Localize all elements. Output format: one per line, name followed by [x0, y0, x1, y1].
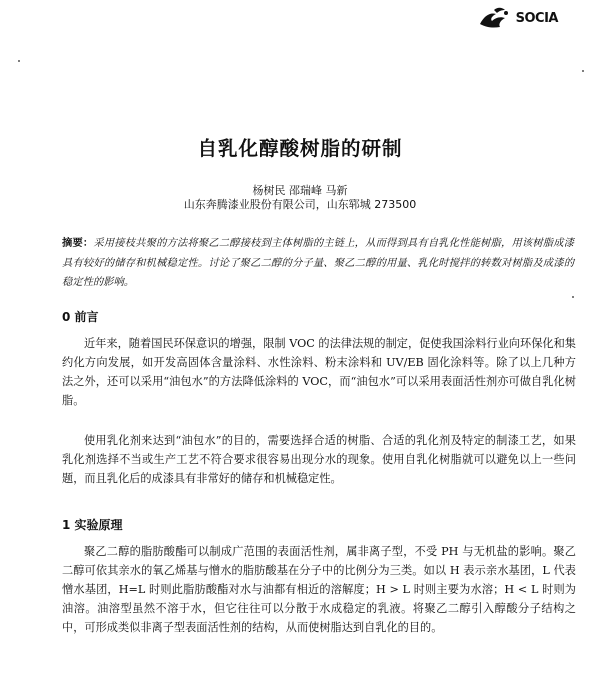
abstract	[62, 234, 574, 293]
scan-speck	[582, 70, 584, 72]
paragraph: 聚乙二醇的脂肪酸酯可以制成广范围的表面活性剂，属非离子型，不受 PH 与无机盐的影响。聚乙二醇可依其亲水的氧乙烯基与憎水的脂肪酸基在分子中的比例分为三类。如以 H 表示亲水基团，L 代表憎水基团，H=L 时则此脂肪酸酯对水与油都有相近的溶解度；H > L 时则主要为水溶；H < L 时则为油溶。油溶型虽然不溶于水，但它往往可以分散于水成稳定的乳液。将聚乙二醇引入醇酸分子结构之中，可形成类似非离子型表面活性剂的结构，从而使树脂达到自乳化的目的。	[62, 545, 576, 634]
paragraph: 近年来，随着国民环保意识的增强，限制 VOC 的法律法规的制定，促使我国涂料行业向环保化和集约化方向发展，如开发高固体含量涂料、水性涂料、粉末涂料和 UV/EB 固化涂料等。除了以上几种方法之外，还可以采用“油包水”的方法降低涂料的 VOC，而“油包水”可以采用表面活性剂亦可做自乳化树脂。	[62, 337, 576, 407]
abstract-text: 采用接枝共聚的方法将聚乙二醇接枝到主体树脂的主链上，从而得到具有自乳化性能树脂，用该树脂成漆具有较好的储存和机械稳定性。讨论了聚乙二醇的分子量、聚乙二醇的用量、乳化时搅拌的转数对树脂及成漆的稳定性的影响。	[62, 237, 575, 288]
paper-title: 自乳化醇酸树脂的研制	[197, 137, 403, 160]
scan-speck	[572, 296, 574, 298]
section-heading-preface: 0 前言	[62, 310, 99, 324]
paper-affiliation: 山东奔腾漆业股份有限公司，山东郓城 273500	[183, 198, 417, 211]
publisher-logo	[478, 6, 558, 30]
section-heading-principle: 1 实验原理	[62, 518, 123, 532]
logo-text: SOCIA	[515, 10, 558, 26]
paragraph: 使用乳化剂来达到“油包水”的目的，需要选择合适的树脂、合适的乳化剂及特定的制漆工艺，如果乳化剂选择不当或生产工艺不符合要求很容易出现分水的现象。使用自乳化树脂就可以避免以上一些问题，而且乳化后的成漆具有非常好的储存和机械稳定性。	[62, 434, 576, 485]
paper-authors: 杨树民 邵瑞峰 马新	[252, 184, 348, 197]
dragon-logo-icon	[478, 6, 512, 30]
scan-speck	[18, 60, 20, 62]
abstract-label: 摘要：	[62, 237, 94, 249]
